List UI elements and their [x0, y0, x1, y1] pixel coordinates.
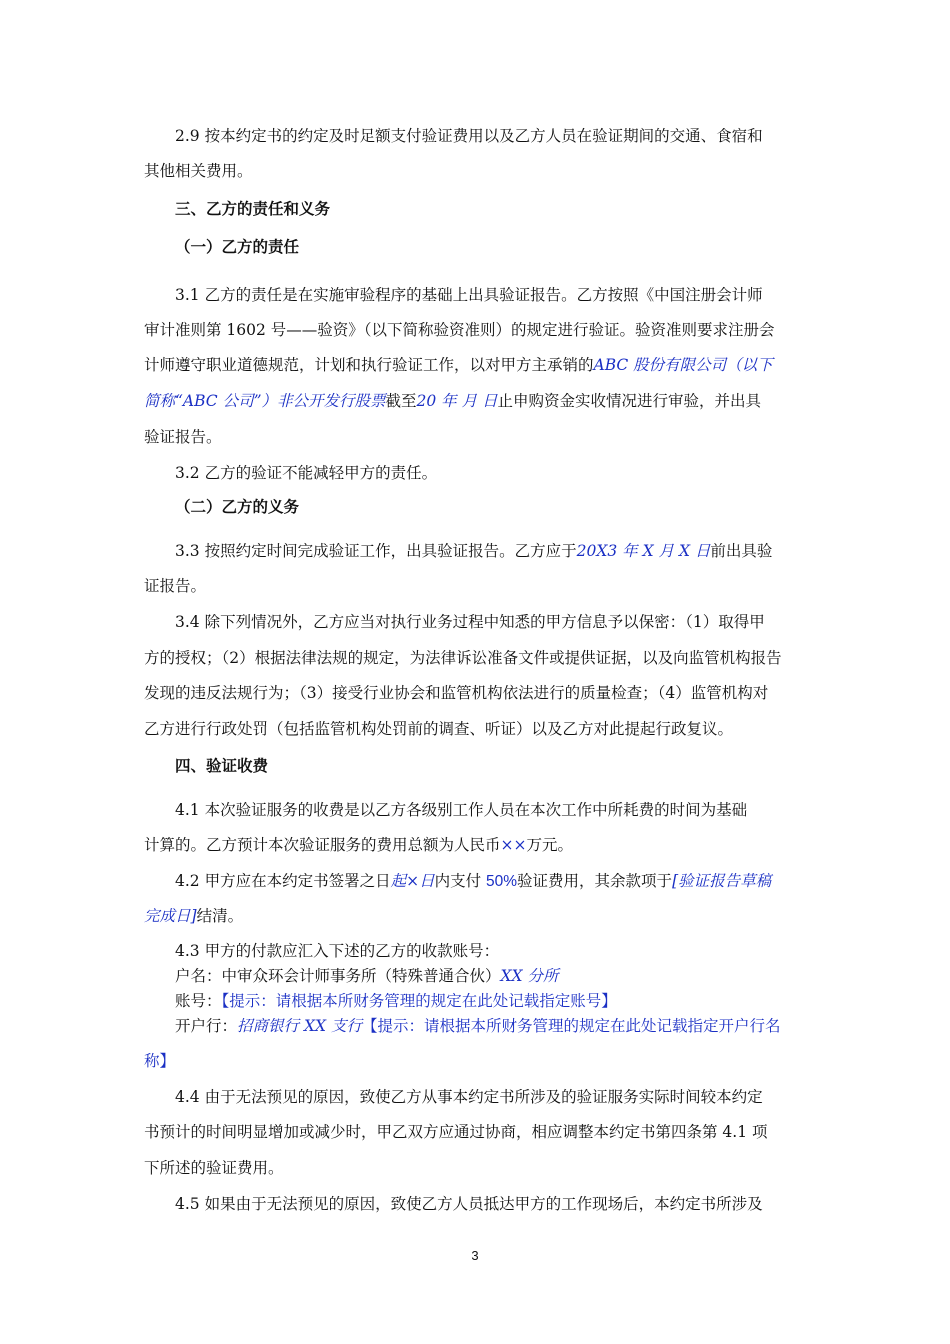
clause-4-5-line-1: 4.5 如果由于无法预见的原因，致使乙方人员抵达甲方的工作现场后，本约定书所涉及: [175, 1195, 763, 1213]
clause-3-3-line-2: 证报告。: [144, 577, 207, 595]
bank-label: 开户行：: [175, 1017, 238, 1035]
account-name-text: 户名：中审众环会计师事务所（特殊普通合伙）: [175, 967, 501, 985]
clause-4-4-line-1: 4.4 由于无法预见的原因，致使乙方从事本约定书所涉及的验证服务实际时间较本约定: [175, 1088, 763, 1106]
offering-name-highlight: 简称“ABC 公司”）非公开发行股票: [144, 392, 386, 410]
account-number-label: 账号：: [175, 992, 222, 1010]
clause-4-2-line-2: [144, 906, 243, 926]
clause-3-3-text-a: 3.3 按照约定时间完成验证工作，出具验证报告。乙方应于: [175, 542, 577, 560]
bank-hint: 【提示：请根据本所财务管理的规定在此处记载指定开户行名: [361, 1017, 781, 1035]
clause-4-1-text-a: 计算的。乙方预计本次验证服务的费用总额为人民币: [144, 836, 501, 854]
clause-3-1-line-3-text: 计师遵守职业道德规范，计划和执行验证工作，以对甲方主承销的: [144, 356, 594, 374]
branch-name-highlight: XX 分所: [500, 967, 559, 985]
clause-3-1-line-4-text-b: 止申购资金实收情况进行审验，并出具: [497, 392, 762, 410]
clause-3-4-line-3: 发现的违反法规行为；（3）接受行业协会和监管机构依法进行的质量检查；（4）监管机构对: [144, 684, 769, 702]
clause-4-2-text-c: 验证费用，其余款项于: [517, 872, 673, 890]
clause-3-3-line-1: [175, 541, 772, 561]
clause-3-4-line-2: 方的授权；（2）根据法律法规的规定，为法律诉讼准备文件或提供证据，以及向监管机构报告: [144, 649, 782, 667]
clause-4-1-line-2: [144, 835, 573, 855]
page-number: 3: [471, 1248, 479, 1263]
clause-3-2: 3.2 乙方的验证不能减轻甲方的责任。: [175, 464, 438, 482]
clause-4-4-line-3: 下所述的验证费用。: [144, 1159, 284, 1177]
section-3-heading: 三、乙方的责任和义务: [175, 199, 331, 218]
clause-4-4-line-2: 书预计的时间明显增加或减少时，甲乙双方应通过协商，相应调整本约定书第四条第 4.1 项: [144, 1123, 768, 1141]
account-number-hint: 【提示：请根据本所财务管理的规定在此处记载指定账号】: [221, 992, 617, 1010]
clause-4-3-line-1: 4.3 甲方的付款应汇入下述的乙方的收款账号：: [175, 942, 500, 960]
clause-4-1-text-b: 万元。: [526, 836, 574, 854]
clause-3-3-text-b: 前出具验: [710, 542, 773, 560]
fee-amount-highlight: ××: [500, 836, 527, 854]
clause-3-1-line-3: [144, 355, 773, 375]
clause-3-1-line-4: [144, 391, 761, 411]
clause-4-2-text-a: 4.2 甲方应在本约定书签署之日: [175, 872, 391, 890]
clause-3-4-line-4: 乙方进行行政处罚（包括监管机构处罚前的调查、听证）以及乙方对此提起行政复议。: [144, 720, 734, 738]
settlement-date-highlight-b: 完成日]: [144, 907, 197, 925]
clause-4-1-line-1: 4.1 本次验证服务的收费是以乙方各级别工作人员在本次工作中所耗费的时间为基础: [175, 801, 748, 819]
settlement-date-highlight-a: [验证报告草稿: [672, 872, 772, 890]
subsection-3-1-heading: （一）乙方的责任: [175, 237, 300, 256]
clause-3-4-line-1: 3.4 除下列情况外，乙方应当对执行业务过程中知悉的甲方信息予以保密：（1）取得甲: [175, 613, 765, 631]
account-number-line: [175, 991, 617, 1011]
clause-2-9-line-1: 2.9 按本约定书的约定及时足额支付验证费用以及乙方人员在验证期间的交通、食宿和: [175, 127, 763, 145]
clause-3-1-line-2: 审计准则第 1602 号——验资》（以下简称验资准则）的规定进行验证。验资准则要求注册会: [144, 321, 775, 339]
clause-3-1-line-5: 验证报告。: [144, 428, 222, 446]
clause-4-2-text-b: 内支付: [434, 872, 487, 890]
subsection-3-2-heading: （二）乙方的义务: [175, 497, 300, 516]
cutoff-date-highlight: 20 年 月 日: [416, 392, 498, 410]
payment-days-highlight: 起×日: [390, 872, 435, 890]
clause-3-1-line-4-text-a: 截至: [385, 392, 417, 410]
bank-line: [175, 1016, 780, 1036]
payment-percent-highlight: 50%: [486, 873, 518, 890]
account-name-line: [175, 966, 559, 986]
clause-3-1-line-1: 3.1 乙方的责任是在实施审验程序的基础上出具验证报告。乙方按照《中国注册会计师: [175, 286, 763, 304]
clause-4-2-text-d: 结清。: [196, 907, 244, 925]
bank-hint-continued: 称】: [144, 1052, 176, 1070]
section-4-heading: 四、验证收费: [175, 756, 269, 775]
report-date-highlight: 20X3 年 X 月 X 日: [576, 542, 711, 560]
bank-name-highlight: 招商银行 XX 支行: [237, 1017, 362, 1035]
company-name-highlight: ABC 股份有限公司（以下: [593, 356, 773, 374]
clause-2-9-line-2: 其他相关费用。: [144, 162, 253, 180]
clause-4-2-line-1: [175, 871, 771, 892]
